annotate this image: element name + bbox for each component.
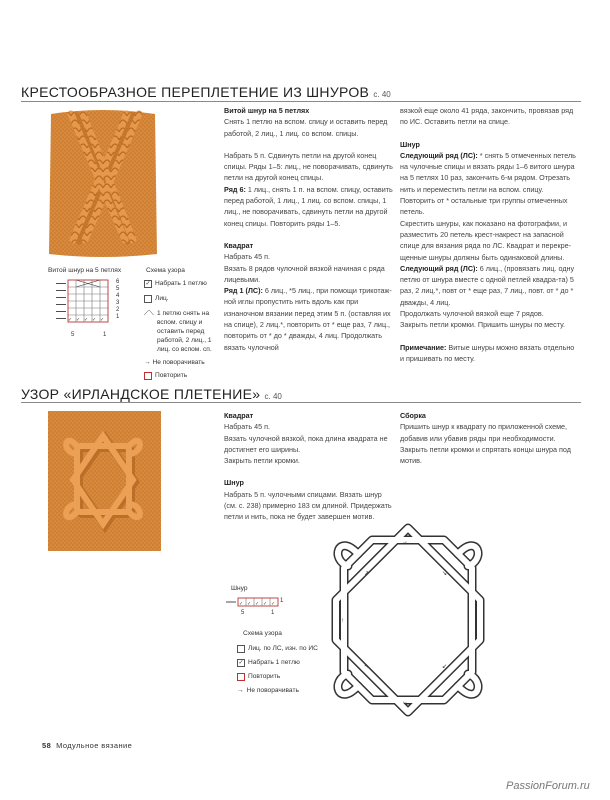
paragraph: Набрать 45 п. bbox=[224, 252, 271, 262]
legend1-title: Схема узора bbox=[146, 267, 185, 274]
svg-text:↖: ↖ bbox=[364, 664, 370, 670]
irish-knot-photo bbox=[47, 410, 162, 552]
svg-text:↘: ↘ bbox=[442, 571, 448, 577]
chart1-row-5: 5 bbox=[116, 286, 120, 292]
section1-title: КРЕСТООБРАЗНОЕ ПЕРЕПЛЕТЕНИЕ ИЗ ШНУРОВ с. 40 bbox=[21, 84, 391, 100]
paragraph: Набрать 5 п. чулочными спицами. Вязать шнур (см. с. 238) примерно 183 см длиной. Придержать петли и нить, пока не будет завершен мотив. bbox=[224, 489, 392, 522]
paragraph: Шнур bbox=[224, 478, 244, 488]
paragraph: Пришить шнур к квадрату по приложенной схеме, добавив или убавив ряды при необходимости. bbox=[400, 422, 568, 443]
book-title: Модульное вязание bbox=[56, 741, 133, 750]
svg-text:✓: ✓ bbox=[239, 601, 244, 607]
legend2-cast-on: Набрать 1 петлю bbox=[248, 659, 300, 666]
chart2-col-5: 5 bbox=[241, 610, 245, 616]
chart2-col-1: 1 bbox=[271, 610, 275, 616]
paragraph: Ряд 1 (ЛС): 6 лиц., *5 лиц., при помощи трикотаж-ной иглы пропустить нить вдоль как при изнаночном вязании перед этим 5 п. (оставляя их на спице), 2 лиц.*, повторить от * еще раз, 7 лиц., повторить от * до * дважды, 4 лиц. Продолжать вязать чулочной bbox=[224, 286, 392, 352]
section2-col2 bbox=[400, 410, 580, 466]
paragraph: Следующий ряд (ЛС): 6 лиц., (провязать лиц. одну петлю от шнура вместе с одной петлей квадра-та) 5 раз, 2 лиц.*, повт от * еще раз, 7 лиц., повт. от * до * дважды, 4 лиц. bbox=[400, 263, 575, 307]
paragraph: Закрыть петли кромки и спрятать концы шнура под мотив. bbox=[400, 444, 571, 466]
legend1-cast-on: Набрать 1 петлю bbox=[155, 280, 207, 287]
svg-text:↓: ↓ bbox=[467, 618, 470, 624]
chart1-row-4: 4 bbox=[116, 293, 120, 299]
svg-text:✓: ✓ bbox=[68, 317, 73, 323]
paragraph: Вязать чулочной вязкой, пока длина квадрата не достигнет его ширины. bbox=[224, 433, 388, 454]
chart2-grid bbox=[224, 594, 284, 614]
chart1-row-6: 6 bbox=[116, 279, 120, 285]
chart1-col-1: 1 bbox=[103, 332, 107, 338]
section1-rule bbox=[21, 101, 581, 102]
irish-knot-diagram bbox=[324, 520, 492, 720]
paragraph: Ряд 6: 1 лиц., снять 1 п. на вспом. спицу, оставить перед работой, 1 лиц., 1 лиц. со вспом. спицы, 1 лиц., не поворачивать, сдвинуть петли на другой конец спицы. Повторить ряды 1–5. bbox=[224, 184, 393, 228]
watermark: PassionForum.ru bbox=[506, 780, 590, 792]
legend1-repeat: Повторить bbox=[144, 371, 187, 380]
legend2-no-turn: Не поворачивать bbox=[246, 687, 299, 694]
legend1-cable: 1 петлю снять на вспом. спицу и оставить перед работой, 2 лиц., 1 лиц. со вспом. сп. bbox=[157, 310, 212, 353]
svg-text:✓: ✓ bbox=[247, 601, 252, 607]
section2-rule bbox=[21, 402, 581, 403]
chart1-row-3: 3 bbox=[116, 300, 120, 306]
svg-text:✓: ✓ bbox=[100, 317, 105, 323]
svg-text:✓: ✓ bbox=[255, 601, 260, 607]
paragraph: Витой шнур на 5 петлях bbox=[224, 106, 310, 115]
svg-text:←: ← bbox=[402, 699, 408, 705]
paragraph: Закрыть петли кромки. bbox=[224, 456, 300, 466]
page-footer bbox=[42, 741, 132, 750]
section2-col1 bbox=[224, 410, 394, 523]
legend2: Лиц. по ЛС, изн. по ИС ✓ Набрать 1 петлю Повторить → Не поворачивать bbox=[237, 645, 318, 694]
chart2-label: Шнур bbox=[231, 585, 248, 592]
page-number: 58 bbox=[42, 741, 52, 750]
paragraph: Шнур bbox=[400, 139, 420, 149]
section2-title: УЗОР «ИРЛАНДСКОЕ ПЛЕТЕНИЕ» с. 40 bbox=[21, 386, 282, 402]
legend1-knit: Лиц. bbox=[155, 295, 169, 302]
paragraph: Скрестить шнуры, как показано на фотографии, и разместить 20 петель крест-накрест на запасной спице для вязания ряда по ЛС. Квадрат и перекре-щенные шнуры должны быть одинаковой длины. bbox=[400, 218, 572, 262]
cross-cable-photo bbox=[47, 108, 160, 258]
svg-text:✓: ✓ bbox=[92, 317, 97, 323]
svg-text:✓: ✓ bbox=[263, 601, 268, 607]
svg-text:✓: ✓ bbox=[271, 601, 276, 607]
section1-ref: с. 40 bbox=[373, 90, 391, 99]
paragraph: Квадрат bbox=[224, 411, 254, 420]
svg-text:→: → bbox=[402, 539, 408, 545]
chart1-col-5: 5 bbox=[71, 332, 75, 338]
chart1-label: Витой шнур на 5 петлях bbox=[48, 267, 122, 274]
paragraph: Продолжать чулочной вязкой еще 7 рядов. bbox=[400, 309, 544, 319]
svg-text:↑: ↑ bbox=[341, 618, 344, 624]
paragraph: Следующий ряд (ЛС): * снять 5 отмеченных петель на чулочные спицы и вязать ряды 1–6 витого шнура на 5 петлях 10 раз, закончить 6-м рядом. Отрезать нить и переместить петли на вспом. спицу. Повторить от * остальные три группы отмеченных петель. bbox=[400, 150, 576, 217]
svg-text:↗: ↗ bbox=[364, 571, 370, 577]
svg-text:↙: ↙ bbox=[442, 664, 448, 670]
paragraph: вязкой еще около 41 ряда, закончить, провязав ряд по ИС. Оставить петли на спице. bbox=[400, 106, 574, 127]
svg-text:✓: ✓ bbox=[76, 317, 81, 323]
chart1-grid bbox=[54, 278, 114, 334]
paragraph: Закрыть петли кромки. Пришить шнуры по месту. bbox=[400, 320, 565, 330]
chart2-row-1: 1 bbox=[280, 598, 284, 604]
chart1-row-2: 2 bbox=[116, 307, 120, 313]
paragraph: Квадрат bbox=[224, 240, 254, 250]
section2-ref: с. 40 bbox=[264, 392, 282, 401]
section1-col1 bbox=[224, 105, 394, 353]
legend1: ✓ Набрать 1 петлю Лиц. ⟋⟍ 1 петлю снять на вспом. спицу и оставить перед работой, 2 лиц., 1 лиц. со вспом. сп. bbox=[144, 279, 214, 360]
chart1-row-numbers bbox=[116, 279, 119, 321]
svg-text:✓: ✓ bbox=[84, 317, 89, 323]
legend2-title: Схема узора bbox=[243, 630, 282, 637]
legend2-knit: Лиц. по ЛС, изн. по ИС bbox=[248, 645, 318, 652]
paragraph: Сборка bbox=[400, 411, 426, 420]
paragraph: Набрать 45 п. bbox=[224, 422, 271, 432]
arrow-icon: → bbox=[144, 359, 151, 366]
arrow-icon: → bbox=[237, 687, 244, 694]
chart1-row-1: 1 bbox=[116, 314, 120, 320]
paragraph: Набрать 5 п. Сдвинуть петли на другой конец спицы. Ряды 1–5: лиц., не поворачивать, сдвинуть петли на другой конец спицы. bbox=[224, 150, 393, 183]
paragraph: Примечание: Витые шнуры можно вязать отдельно и пришивать по месту. bbox=[400, 342, 575, 363]
legend2-repeat: Повторить bbox=[248, 673, 281, 680]
paragraph: Снять 1 петлю на вспом. спицу и оставить перед работой, 2 лиц., 1 лиц. со вспом. спицы. bbox=[224, 117, 388, 138]
paragraph: Вязать 8 рядов чулочной вязкой начиная с ряда лицевыми. bbox=[224, 263, 385, 284]
legend1-no-turn: → Не поворачивать bbox=[144, 359, 205, 366]
section1-col2 bbox=[400, 105, 580, 364]
